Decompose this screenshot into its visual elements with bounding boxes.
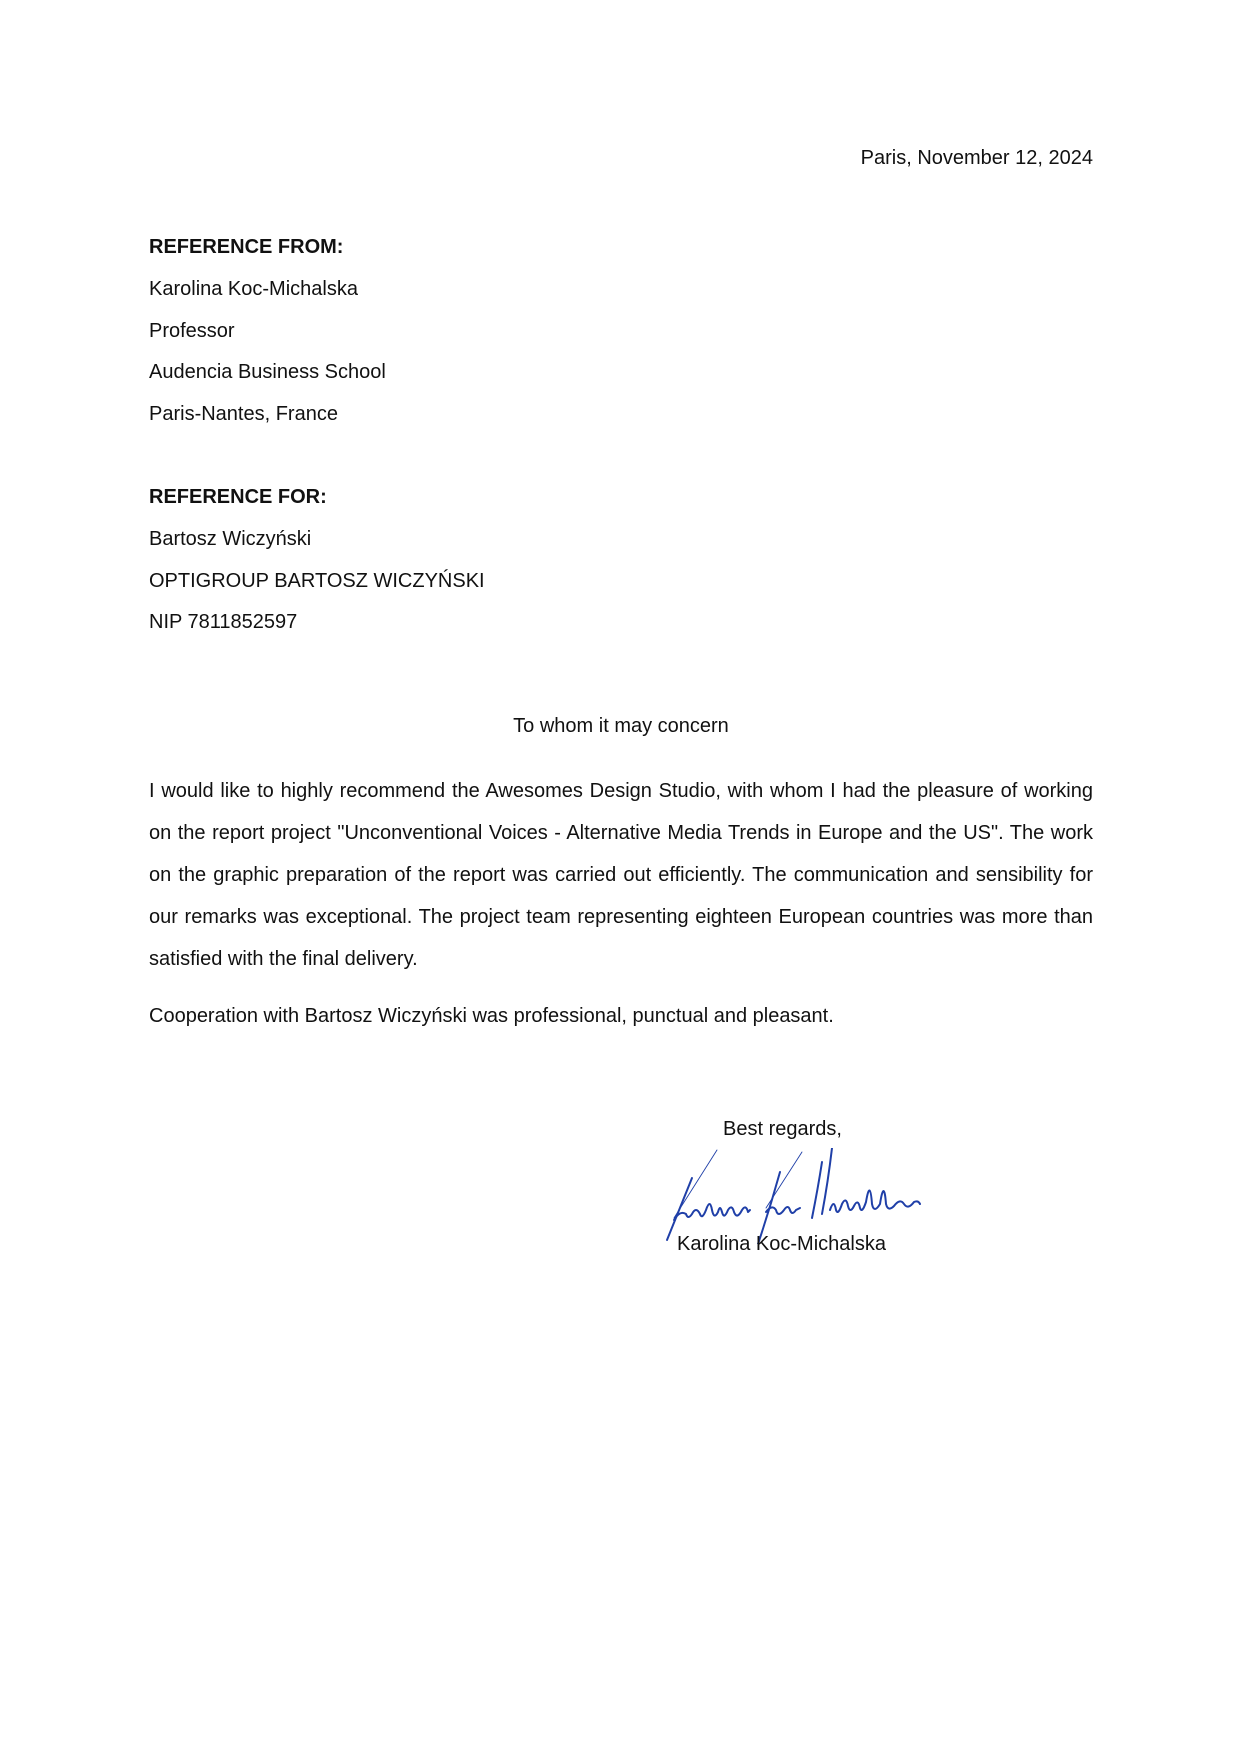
signature-stroke	[830, 1190, 920, 1212]
reference-for-heading: REFERENCE FOR:	[149, 486, 327, 508]
reference-from-title: Professor	[149, 320, 235, 342]
handwritten-signature	[662, 1148, 924, 1244]
letter-date: Paris, November 12, 2024	[860, 147, 1093, 169]
letter-salutation: To whom it may concern	[513, 715, 729, 737]
signature-stroke	[812, 1162, 822, 1218]
reference-from-institution: Audencia Business School	[149, 361, 386, 383]
signature-stroke	[822, 1148, 832, 1214]
body-paragraph: Cooperation with Bartosz Wiczyński was professional, punctual and pleasant.	[149, 1005, 834, 1027]
reference-for-nip: NIP 7811852597	[149, 611, 298, 633]
signature-stroke	[674, 1150, 717, 1218]
signature-stroke	[674, 1204, 750, 1220]
reference-from-name: Karolina Koc-Michalska	[149, 278, 358, 300]
signature-stroke	[766, 1207, 800, 1214]
closing-phrase: Best regards,	[723, 1118, 842, 1140]
reference-for-company: OPTIGROUP BARTOSZ WICZYŃSKI	[149, 570, 485, 592]
reference-from-heading: REFERENCE FROM:	[149, 236, 344, 258]
body-paragraph: I would like to highly recommend the Awesomes Design Studio, with whom I had the pleasure of working on the report project "Unconventional Voices - Alternative Media Trends in Europe and the US". The work on the graphic preparation of the report was carried out efficiently. The communication and sensibility for our remarks was exceptional. The project team representing eighteen European countries was more than satisfied with the final delivery.	[149, 780, 1093, 970]
signature-stroke	[766, 1152, 802, 1208]
signer-name: Karolina Koc-Michalska	[677, 1233, 886, 1255]
reference-from-location: Paris-Nantes, France	[149, 403, 338, 425]
reference-for-name: Bartosz Wiczyński	[149, 528, 312, 550]
